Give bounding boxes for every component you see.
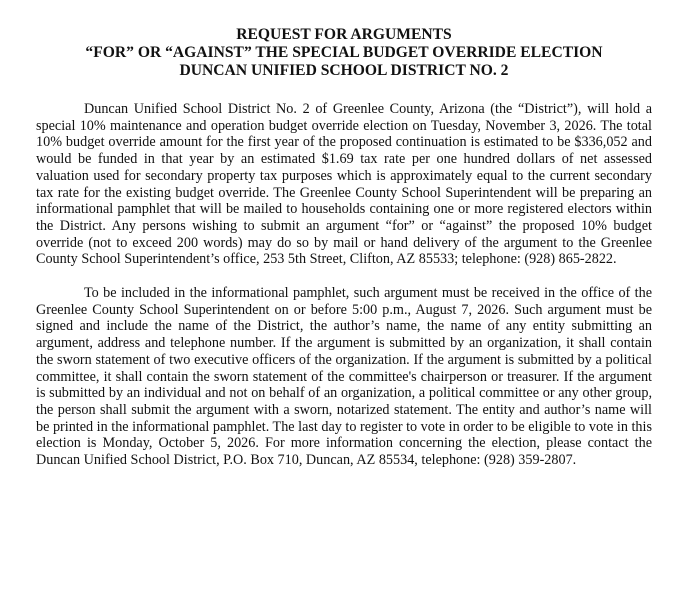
- notice-document: [36, 26, 652, 469]
- submission-requirements-paragraph: To be included in the informational pamphlet, such argument must be received in the office of the Greenlee County School Superintendent on or before 5:00 p.m., August 7, 2026. Such argument must be signed and include the name of the District, the author’s name, the name of any entity submitting an argument, address and telephone number. If the argument is submitted by an organization, it shall contain the sworn statement of two executive officers of the organization. If the argument is submitted by a political committee, it shall contain the sworn statement of the committee's chairperson or treasurer. If the argument is submitted by an individual and not on behalf of an organization, a political committee or any other group, the person shall submit the argument with a sworn, notarized statement. The entity and author’s name will be printed in the informational pamphlet. The last day to register to vote in order to be eligible to vote in this election is Monday, October 5, 2026. For more information concerning the election, please contact the Duncan Unified School District, P.O. Box 710, Duncan, AZ 85534, telephone: (928) 359-2807.: [36, 285, 652, 469]
- election-announcement-paragraph: Duncan Unified School District No. 2 of Greenlee County, Arizona (the “District”), will hold a special 10% maintenance and operation budget override election on Tuesday, November 3, 2026. The total 10% budget override amount for the first year of the proposed continuation is estimated to be $336,052 and would be funded in that year by an estimated $1.69 tax rate per one hundred dollars of net assessed valuation used for secondary property tax purposes which is approximately equal to the current secondary tax rate for the existing budget override. The Greenlee County School Superintendent will be preparing an informational pamphlet that will be mailed to households containing one or more registered electors within the District. Any persons wishing to submit an argument “for” or “against” the proposed 10% budget override (not to exceed 200 words) may do so by mail or hand delivery of the argument to the Greenlee County School Superintendent’s office, 253 5th Street, Clifton, AZ 85533; telephone: (928) 865-2822.: [36, 101, 652, 268]
- title-line-1: REQUEST FOR ARGUMENTS: [236, 26, 452, 43]
- title-line-3: DUNCAN UNIFIED SCHOOL DISTRICT NO. 2: [179, 62, 509, 79]
- notice-title: [36, 26, 652, 80]
- title-line-2: “FOR” OR “AGAINST” THE SPECIAL BUDGET OVERRIDE ELECTION: [85, 44, 603, 61]
